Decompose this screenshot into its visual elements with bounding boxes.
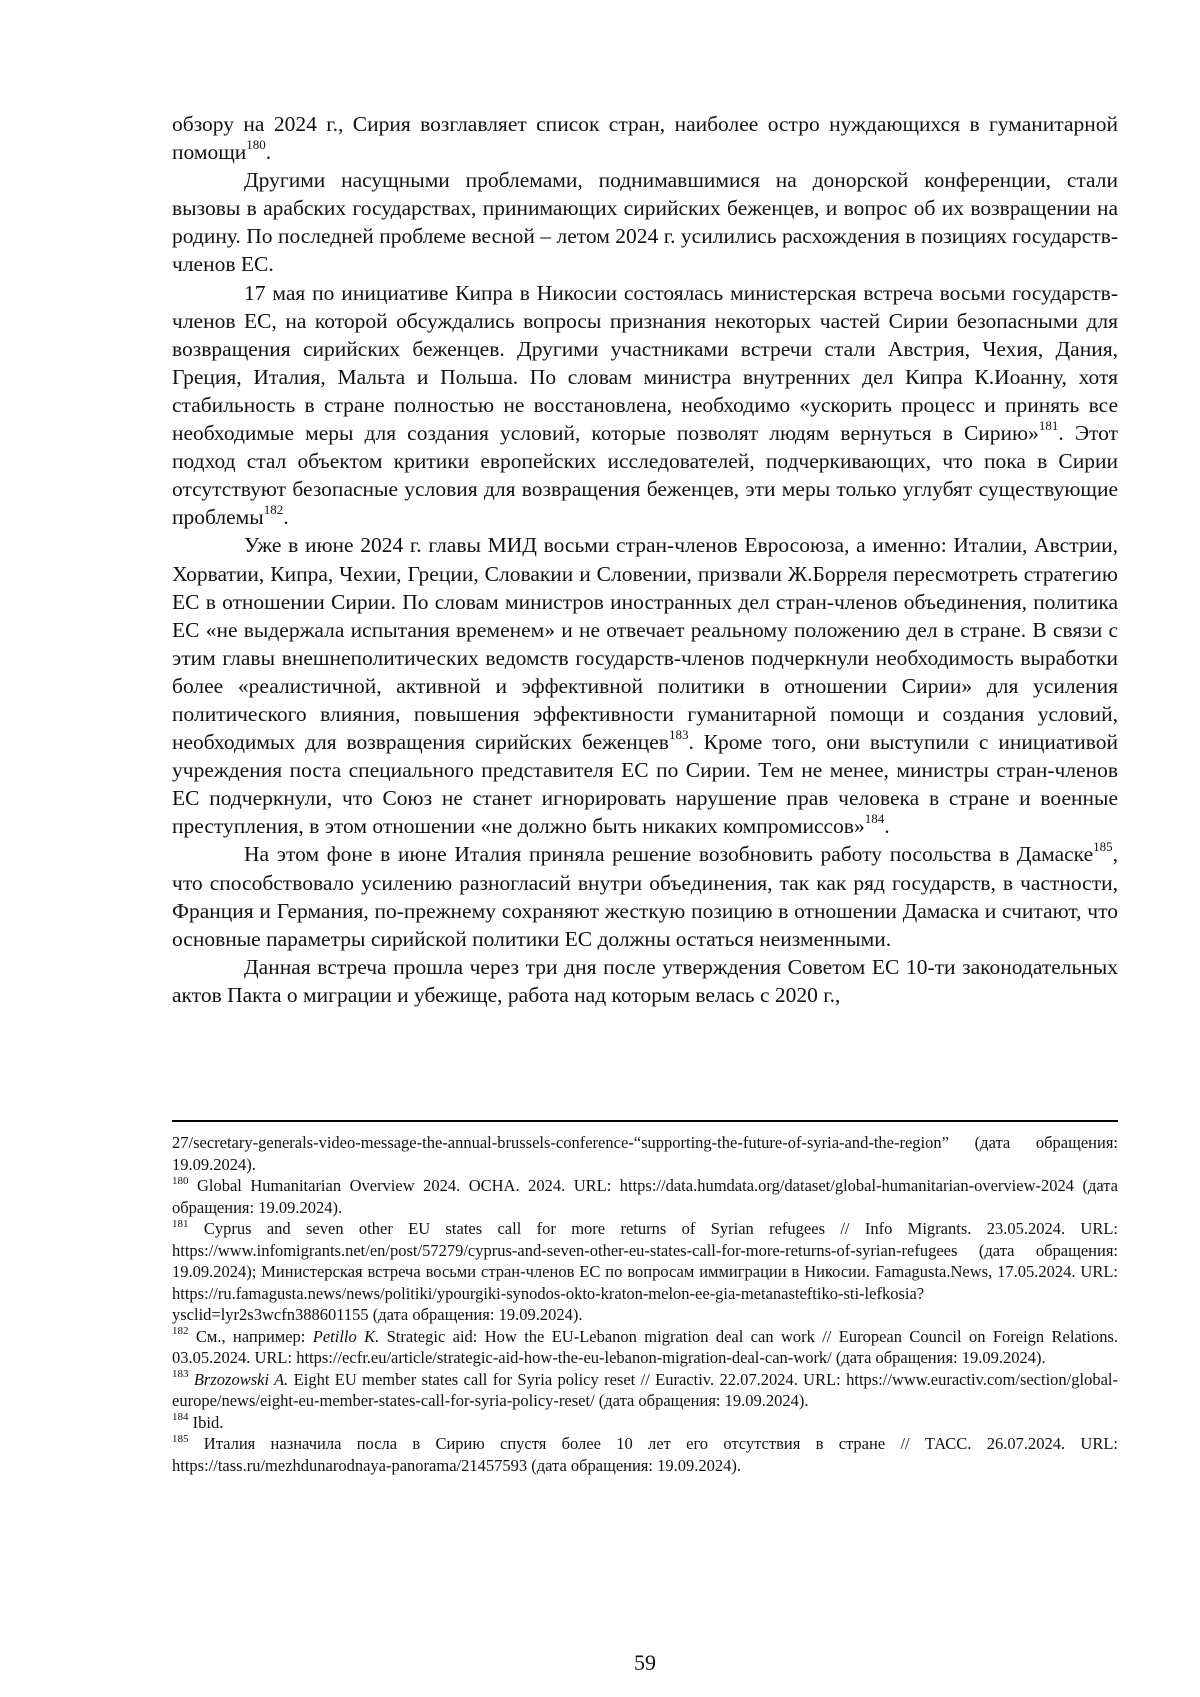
footnote-ref-182[interactable]: 182 [263, 502, 284, 518]
paragraph-1: обзору на 2024 г., Сирия возглавляет список стран, наиболее остро нуждающихся в гуманитарной помощи$^{180}$. [172, 112, 1118, 165]
footnote-184: $^{184}$ Ibid. [172, 1411, 224, 1432]
paragraph-2: Другими насущными проблемами, поднимавшимися на донорской конференции, стали вызовы в арабских государствах, принимающих сирийских беженцев, и вопрос об их возвращении на родину. По последней проблеме весной – летом 2024 г. усилились расхождения в позициях государств-членов ЕС. [172, 168, 1118, 277]
footnote-182: $^{182}$ См., например: Petillo K. Strategic aid: How the EU-Lebanon migration deal can work // European Council on Foreign Relations. 03.05.2024. URL: https://ecfr.eu/article/strategic-aid-how-the-eu-lebanon-migration-deal-can-work/ (дата обращения: 19.09.2024). [172, 1325, 1118, 1367]
footnote-ref-185[interactable]: 185 [1093, 839, 1113, 855]
footnotes [172, 1132, 1118, 1476]
paragraph-3: 17 мая по инициативе Кипра в Никосии состоялась министерская встреча восьми государств-членов ЕС, на которой обсуждались вопросы признания некоторых частей Сирии безопасными для возвращения сирийских беженцев. Другими участниками встречи стали Австрия, Чехия, Дания, Греция, Италия, Мальта и Польша. По словам министра внутренних дел Кипра К.Иоанну, хотя стабильность в стране полностью не восстановлена, необходимо «ускорить процесс и принять все необходимые меры для создания условий, которые позволят людям вернуться в Сирию»$^{181}$. Этот подход стал объектом критики европейских исследователей, подчеркивающих, что пока в Сирии отсутствуют безопасные условия для возвращения беженцев, эти меры только углубят существующие проблемы$^{182}$. [172, 280, 1118, 530]
footnote-ref-183[interactable]: 183 [668, 726, 689, 742]
footnote-ref-181[interactable]: 181 [1038, 417, 1059, 433]
footnote-183: $^{183}$ Brzozowski A. Eight EU member states call for Syria policy reset // Euractiv. 22.07.2024. URL: https://www.euractiv.com/section/global-europe/news/eight-eu-member-states-call-for-syria-policy-reset/ (дата обращения: 19.09.2024). [172, 1368, 1118, 1410]
footnote-ref-184[interactable]: 184 [864, 811, 885, 827]
footnote-ref-180[interactable]: 180 [246, 136, 266, 152]
paragraph-5: На этом фоне в июне Италия приняла решение возобновить работу посольства в Дамаске$^{185}$, что способствовало усилению разногласий внутри объединения, так как ряд государств, в частности, Франция и Германия, по-прежнему сохраняют жесткую позицию в отношении Дамаска и считают, что основные параметры сирийской политики ЕС должны остаться неизменными. [172, 839, 1118, 951]
footnote-181: $^{181}$ Cyprus and seven other EU states call for more returns of Syrian refugees // Info Migrants. 23.05.2024. URL: https://www.infomigrants.net/en/post/57279/cyprus-and-seven-other-eu-states-call-for-more-returns-of-syrian-refugees (дата обращения: 19.09.2024); Министерская встреча восьми стран-членов ЕС по вопросам иммиграции в Никосии. Famagusta.News, 17.05.2024. URL: https://ru.famagusta.news/news/politiki/ypourgiki-synodos-okto-kraton-melon-ee-gia-metanasteftiko-sti-lefkosia?ysclid=lyr2s3wcfn388601155 (дата обращения: 19.09.2024). [172, 1217, 1118, 1324]
footnote-continuation: 27/secretary-generals-video-message-the-annual-brussels-conference-“supporting-the-future-of-syria-and-the-region” (дата обращения: 19.09.2024). [172, 1133, 1118, 1174]
footnote-180: $^{180}$ Global Humanitarian Overview 2024. OCHA. 2024. URL: https://data.humdata.org/dataset/global-humanitarian-overview-2024 (дата обращения: 19.09.2024). [172, 1174, 1118, 1217]
footnote-185: $^{185}$ Италия назначила посла в Сирию спустя более 10 лет его отсутствия в стране // ТАСС. 26.07.2024. URL: https://tass.ru/mezhdunarodnaya-panorama/21457593 (дата обращения: 19.09.2024). [172, 1432, 1118, 1475]
main-text [172, 110, 1118, 1009]
paragraph-4: Уже в июне 2024 г. главы МИД восьми стран-членов Евросоюза, а именно: Италии, Австрии, Хорватии, Кипра, Чехии, Греции, Словакии и Словении, призвали Ж.Борреля пересмотреть стратегию ЕС в отношении Сирии. По словам министров иностранных дел стран-членов объединения, политика ЕС «не выдержала испытания временем» и не отвечает реальному положению дел в стране. В связи с этим главы внешнеполитических ведомств государств-членов подчеркнули необходимость выработки более «реалистичной, активной и эффективной политики в отношении Сирии» для усиления политического влияния, повышения эффективности гуманитарной помощи и создания условий, необходимых для возвращения сирийских беженцев$^{183}$. Кроме того, они выступили с инициативой учреждения поста специального представителя ЕС по Сирии. Тем не менее, министры стран-членов ЕС подчеркнули, что Союз не станет игнорировать нарушение прав человека в стране и военные преступления, в этом отношении «не должно быть никаких компромиссов»$^{184}$. [172, 533, 1118, 839]
footnote-separator [172, 1120, 1118, 1122]
document-page [172, 110, 1118, 1680]
paragraph-6: Данная встреча прошла через три дня после утверждения Советом ЕС 10-ти законодательных актов Пакта о миграции и убежище, работа над которым велась с 2020 г., [172, 954, 1118, 1007]
page-number: 59 [634, 1650, 656, 1675]
